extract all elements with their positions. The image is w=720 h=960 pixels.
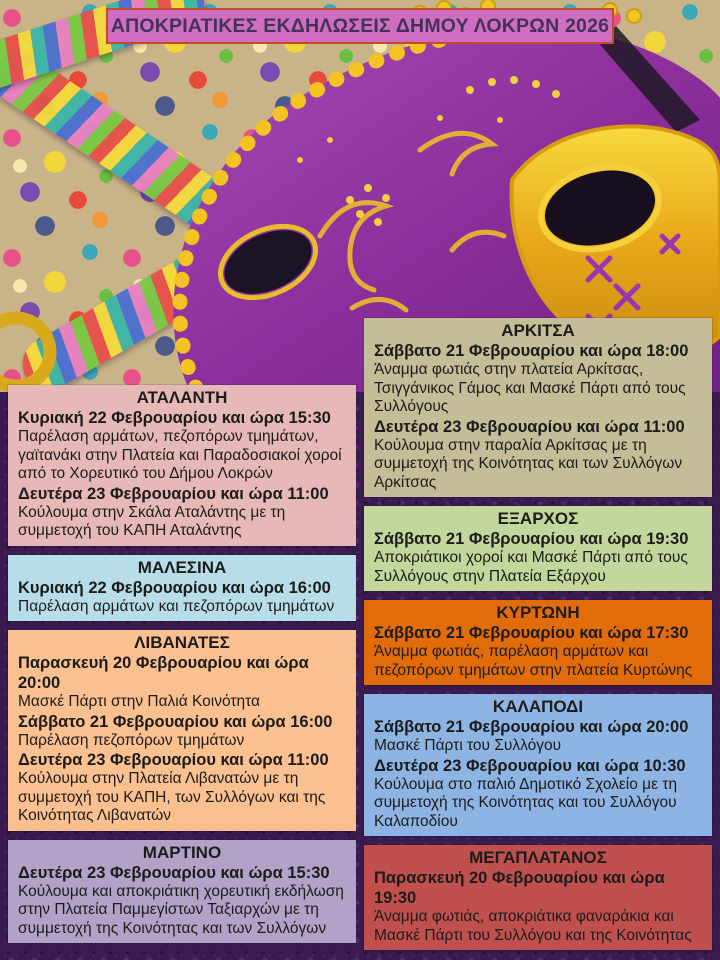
event-description: Άναμμα φωτιάς, αποκριάτικα φαναράκια και Μασκέ Πάρτι του Συλλόγου και της Κοινότητας [374, 908, 692, 944]
event-description: Κούλουμα στην Πλατεία Λιβανατών με τη συμμετοχή του ΚΑΠΗ, των Συλλόγων και της Κοινότητας Λιβανατών [18, 770, 326, 824]
gold-bracelet-ring [0, 318, 50, 386]
event-description: Παρέλαση πεζοπόρων τμημάτων [18, 731, 245, 749]
event-town-title: ΑΡΚΙΤΣΑ [501, 321, 575, 340]
event-town-title: ΚΑΛΑΠΟΔΙ [492, 697, 584, 716]
event-box-atalanti [8, 385, 356, 546]
event-datetime: Δευτέρα 23 Φεβρουαρίου και ώρα 15:30 [18, 863, 330, 882]
event-town-title: ΕΞΑΡΧΟΣ [497, 509, 579, 528]
event-town-title: ΜΑΛΕΣΙΝΑ [137, 557, 227, 577]
event-datetime: Δευτέρα 23 Φεβρουαρίου και ώρα 10:30 [374, 756, 686, 775]
event-box-exarchos [364, 506, 712, 591]
event-box-malesina [8, 555, 356, 622]
event-description: Παρέλαση αρμάτων, πεζοπόρων τμημάτων, γαϊτανάκι στην Πλατεία και Παραδοσιακοί χοροί από το Χορευτικό του Δήμου Λοκρών [18, 428, 342, 482]
event-description: Κούλουμα στην Σκάλα Αταλάντης με τη συμμετοχή του ΚΑΠΗ Αταλάντης [18, 503, 286, 539]
event-datetime: Σάββατο 21 Φεβρουαρίου και ώρα 16:00 [18, 712, 333, 731]
event-datetime: Κυριακή 22 Φεβρουαρίου και ώρα 16:00 [18, 578, 331, 597]
event-datetime: Παρασκευή 20 Φεβρουαρίου και ώρα 19:30 [374, 869, 665, 907]
event-datetime: Σάββατο 21 Φεβρουαρίου και ώρα 19:30 [374, 530, 689, 548]
event-datetime: Δευτέρα 23 Φεβρουαρίου και ώρα 11:00 [18, 484, 329, 503]
page-title: ΑΠΟΚΡΙΑΤΙΚΕΣ ΕΚΔΗΛΩΣΕΙΣ ΔΗΜΟΥ ΛΟΚΡΩΝ 2026 [106, 8, 614, 44]
event-town-title: ΚΥΡΤΩΝΗ [496, 603, 580, 622]
event-description: Μασκέ Πάρτι στην Παλιά Κοινότητα [18, 693, 260, 710]
event-datetime: Σάββατο 21 Φεβρουαρίου και ώρα 20:00 [374, 718, 689, 736]
event-description: Κούλουμα στην παραλία Αρκίτσας με τη συμμετοχή της Κοινότητας και των Συλλόγων Αρκίτσας [374, 436, 683, 491]
event-datetime: Σάββατο 21 Φεβρουαρίου και ώρα 17:30 [374, 624, 689, 642]
event-datetime: Παρασκευή 20 Φεβρουαρίου και ώρα 20:00 [18, 654, 309, 692]
event-box-arkitsa [364, 318, 712, 497]
event-datetime: Δευτέρα 23 Φεβρουαρίου και ώρα 11:00 [374, 417, 685, 436]
event-datetime: Δευτέρα 23 Φεβρουαρίου και ώρα 11:00 [18, 751, 329, 769]
event-town-title: ΜΑΡΤΙΝΟ [142, 842, 222, 862]
event-description: Άναμμα φωτιάς, παρέλαση αρμάτων και πεζοπόρων τμημάτων στην πλατεία Κυρτώνης [374, 643, 693, 679]
event-datetime: Κυριακή 22 Φεβρουαρίου και ώρα 15:30 [18, 409, 331, 427]
event-box-kyrtoni [364, 600, 712, 685]
event-description: Παρέλαση αρμάτων και πεζοπόρων τμημάτων [18, 597, 335, 615]
event-description: Κούλουμα στο παλιό Δημοτικό Σχολείο με τη συμμετοχή της Κοινότητας και του Συλλόγου Καλαποδίου [374, 775, 678, 830]
event-description: Άναμμα φωτιάς στην πλατεία Αρκίτσας, Τσιγγάνικος Γάμος και Μασκέ Πάρτι από τους Συλλόγους [374, 361, 686, 415]
event-town-title: ΜΕΓΑΠΛΑΤΑΝΟΣ [469, 848, 607, 867]
event-town-title: ΑΤΑΛΑΝΤΗ [136, 388, 228, 407]
event-description: Κούλουμα και αποκριάτικη χορευτική εκδήλωση στην Πλατεία Παμμεγίστων Ταξιαρχών με τη συμμετοχή της Κοινότητας και των Συλλόγων [18, 882, 344, 937]
event-box-livanates [8, 630, 356, 831]
event-description: Μασκέ Πάρτι του Συλλόγου [374, 737, 562, 754]
event-box-megaplatanos [364, 845, 712, 950]
right-column [364, 318, 712, 950]
event-datetime: Σάββατο 21 Φεβρουαρίου και ώρα 18:00 [374, 342, 689, 360]
event-box-kalapodi [364, 694, 712, 836]
event-description: Αποκριάτικοι χοροί και Μασκέ Πάρτι από τους Συλλόγους στην Πλατεία Εξάρχου [374, 549, 688, 585]
event-box-martino [8, 840, 356, 944]
event-town-title: ΛΙΒΑΝΑΤΕΣ [134, 633, 230, 652]
left-column [8, 385, 356, 943]
